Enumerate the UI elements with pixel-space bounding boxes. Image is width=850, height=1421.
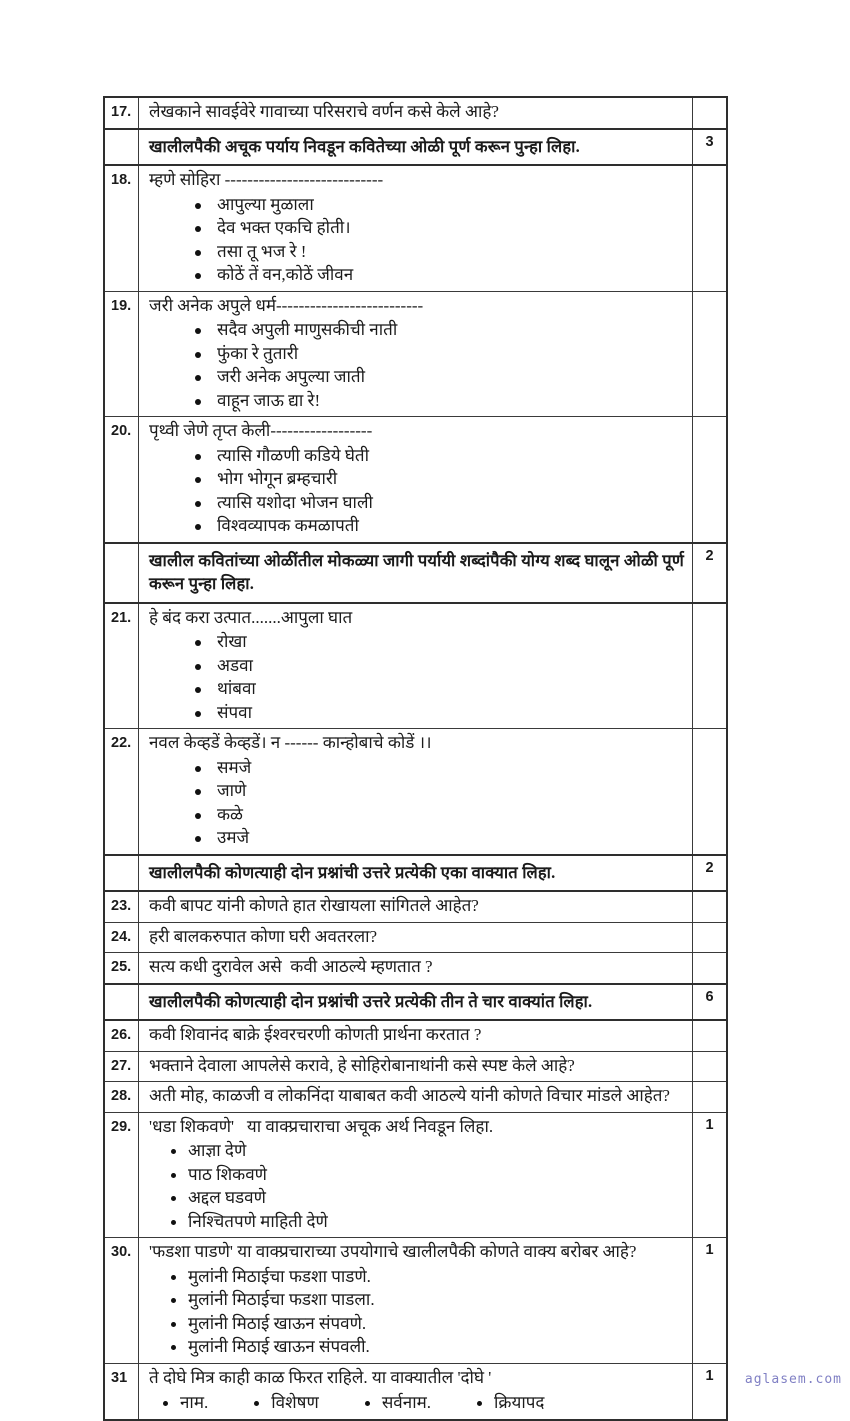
option-item <box>195 216 684 240</box>
question-number <box>105 985 139 1020</box>
question-text: ते दोघे मित्र काही काळ फिरत राहिले. या वाक्यातील 'दोघे ' <box>149 1367 492 1387</box>
option-item <box>195 467 684 491</box>
bullet-icon <box>195 328 201 334</box>
option-list <box>149 1139 684 1233</box>
bullet-icon <box>195 813 201 819</box>
option-item <box>195 193 684 217</box>
option-item <box>195 826 684 850</box>
watermark: aglasem.com <box>744 1372 842 1387</box>
bullet-icon <box>195 454 201 460</box>
question-content <box>139 1082 692 1112</box>
option-item <box>195 491 684 515</box>
question-table <box>103 96 728 1421</box>
question-number: 24. <box>105 923 139 953</box>
question-number: 28. <box>105 1082 139 1112</box>
question-number: 29. <box>105 1113 139 1238</box>
question-row <box>105 164 726 291</box>
option-text: मुलांनी मिठाईचा फडशा पाडणे. <box>188 1266 371 1286</box>
option-text: फुंका रे तुतारी <box>217 343 299 363</box>
question-text: सत्य कधी दुरावेल असे कवी आठल्ये म्हणतात ? <box>149 957 433 976</box>
option-list <box>149 193 684 287</box>
question-number: 19. <box>105 292 139 417</box>
option-text: जरी अनेक अपुल्या जाती <box>217 367 365 386</box>
question-number <box>105 856 139 891</box>
option-item <box>195 240 684 264</box>
option-text: पाठ शिकवणे <box>188 1164 267 1184</box>
question-number: 23. <box>105 892 139 922</box>
bullet-icon <box>195 273 201 279</box>
option-list <box>149 756 684 850</box>
inline-option-list <box>149 1391 684 1415</box>
bullet-icon <box>171 1220 176 1225</box>
question-row <box>105 1112 726 1238</box>
question-content <box>139 1021 692 1051</box>
option-text: त्यासि गौळणी कडिये घेती <box>217 445 369 465</box>
bullet-icon <box>171 1275 176 1280</box>
instruction-row <box>105 983 726 1020</box>
question-number: 30. <box>105 1238 139 1363</box>
question-number: 25. <box>105 953 139 983</box>
question-text: कवी बापट यांनी कोणते हात रोखायला सांगितले आहेत? <box>149 896 479 915</box>
option-text: अडवा <box>217 655 253 675</box>
option-item <box>195 654 684 678</box>
option-text: रोखा <box>217 632 247 651</box>
question-content <box>139 130 692 165</box>
question-content <box>139 1238 692 1363</box>
marks-cell: 2 <box>692 544 726 602</box>
question-number: 20. <box>105 417 139 542</box>
question-row <box>105 1363 726 1419</box>
marks-cell <box>692 1052 726 1082</box>
question-number: 27. <box>105 1052 139 1082</box>
option-item <box>195 779 684 803</box>
question-row <box>105 890 726 922</box>
option-text: मुलांनी मिठाई खाऊन संपवली. <box>188 1337 370 1356</box>
marks-cell <box>692 417 726 542</box>
option-item <box>195 803 684 827</box>
question-row <box>105 952 726 983</box>
option-text: मुलांनी मिठाई खाऊन संपवणे. <box>188 1313 367 1333</box>
instruction-row <box>105 542 726 602</box>
question-content <box>139 604 692 729</box>
option-item <box>171 1288 684 1312</box>
bullet-icon <box>195 352 201 358</box>
option-item <box>171 1210 684 1234</box>
question-text: पृथ्वी जेणे तृप्त केली------------------ <box>149 421 373 440</box>
bullet-icon <box>195 399 201 405</box>
question-content <box>139 544 692 602</box>
question-content <box>139 985 692 1020</box>
marks-cell <box>692 1021 726 1051</box>
option-text: वाहून जाऊ द्या रे! <box>217 390 321 410</box>
question-text: म्हणे सोहिरा ---------------------------- <box>149 170 384 189</box>
option-item <box>195 677 684 701</box>
instruction-text: खालील कवितांच्या ओळींतील मोकळ्या जागी पर्यायी शब्दांपैकी योग्य शब्द घालून ओळी पूर्ण करून पुन्हा लिहा. <box>149 550 689 593</box>
question-row <box>105 98 726 128</box>
instruction-text: खालीलपैकी अचूक पर्याय निवडून कवितेच्या ओळी पूर्ण करून पुन्हा लिहा. <box>149 136 580 156</box>
question-text: नवल केव्हडें केव्हडें। न ------ कान्होबाचे कोडें ।। <box>149 733 432 752</box>
marks-cell <box>692 292 726 417</box>
question-content <box>139 953 692 983</box>
option-text: आपुल्या मुळाला <box>217 194 314 214</box>
bullet-icon <box>195 477 201 483</box>
option-item <box>195 514 684 538</box>
question-content <box>139 892 692 922</box>
option-list <box>149 444 684 538</box>
question-number <box>105 130 139 165</box>
option-text: उमजे <box>217 828 250 847</box>
question-row <box>105 291 726 417</box>
option-item <box>254 1391 319 1415</box>
question-row <box>105 602 726 729</box>
bullet-icon <box>195 836 201 842</box>
option-item <box>195 365 684 389</box>
option-item <box>195 318 684 342</box>
option-item <box>195 342 684 366</box>
bullet-icon <box>195 766 201 772</box>
bullet-icon <box>195 711 201 717</box>
bullet-icon <box>171 1149 176 1154</box>
question-row <box>105 728 726 854</box>
option-item <box>171 1163 684 1187</box>
option-text: तसा तू भज रे ! <box>217 241 307 261</box>
instruction-text: खालीलपैकी कोणत्याही दोन प्रश्नांची उत्तरे प्रत्येकी एका वाक्यात लिहा. <box>149 862 556 882</box>
question-row <box>105 1019 726 1051</box>
option-text: जाणे <box>217 781 247 800</box>
question-row <box>105 1237 726 1363</box>
option-text: सर्वनाम. <box>381 1393 432 1412</box>
bullet-icon <box>171 1322 176 1327</box>
option-item <box>171 1186 684 1210</box>
option-item <box>171 1335 684 1359</box>
marks-cell <box>692 1082 726 1112</box>
option-text: नाम. <box>180 1393 209 1412</box>
marks-cell: 1 <box>692 1238 726 1363</box>
option-item <box>195 444 684 468</box>
option-item <box>195 756 684 780</box>
question-number: 26. <box>105 1021 139 1051</box>
bullet-icon <box>195 789 201 795</box>
option-item <box>171 1312 684 1336</box>
bullet-icon <box>195 664 201 670</box>
option-text: कोठें तें वन,कोठें जीवन <box>217 265 354 284</box>
question-text: लेखकाने सावईवेरे गावाच्या परिसराचे वर्णन कसे केले आहे? <box>149 102 499 121</box>
marks-cell: 1 <box>692 1113 726 1238</box>
option-item <box>195 630 684 654</box>
option-text: थांबवा <box>217 679 256 698</box>
question-row <box>105 1051 726 1082</box>
question-content <box>139 166 692 291</box>
option-item <box>477 1391 544 1415</box>
question-number: 21. <box>105 604 139 729</box>
bullet-icon <box>195 250 201 256</box>
bullet-icon <box>195 524 201 530</box>
marks-cell <box>692 953 726 983</box>
marks-cell <box>692 729 726 854</box>
question-content <box>139 1364 692 1419</box>
option-text: अद्दल घडवणे <box>188 1188 266 1207</box>
bullet-icon <box>195 501 201 507</box>
bullet-icon <box>171 1173 176 1178</box>
option-item <box>195 389 684 413</box>
question-number: 18. <box>105 166 139 291</box>
option-text: क्रियापद <box>494 1393 545 1412</box>
question-content <box>139 856 692 891</box>
marks-cell <box>692 98 726 128</box>
option-item <box>171 1265 684 1289</box>
question-text: हरी बालकरुपात कोणा घरी अवतरला? <box>149 926 378 946</box>
instruction-row <box>105 854 726 891</box>
marks-cell: 2 <box>692 856 726 891</box>
option-text: त्यासि यशोदा भोजन घाली <box>217 492 373 512</box>
question-text: 'फडशा पाडणे' या वाक्प्रचाराच्या उपयोगाचे खालीलपैकी कोणते वाक्य बरोबर आहे? <box>149 1242 637 1261</box>
bullet-icon <box>365 1401 370 1406</box>
option-text: भोग भोगून ब्रम्हचारी <box>217 469 338 488</box>
bullet-icon <box>254 1401 259 1406</box>
question-text: अती मोह, काळजी व लोकनिंदा याबाबत कवी आठल्ये यांनी कोणते विचार मांडले आहेत? <box>149 1086 670 1105</box>
option-text: समजे <box>217 757 252 777</box>
option-item <box>365 1391 431 1415</box>
question-content <box>139 417 692 542</box>
option-text: कळे <box>217 804 243 824</box>
bullet-icon <box>195 226 201 232</box>
option-item <box>171 1139 684 1163</box>
marks-cell <box>692 892 726 922</box>
question-row <box>105 922 726 953</box>
option-text: विशेषण <box>271 1393 319 1412</box>
question-number <box>105 544 139 602</box>
option-text: मुलांनी मिठाईचा फडशा पाडला. <box>188 1290 375 1309</box>
question-text: जरी अनेक अपुले धर्म-------------------------- <box>149 295 424 315</box>
bullet-icon <box>195 640 201 646</box>
question-content <box>139 1052 692 1082</box>
option-text: संपवा <box>217 702 253 722</box>
question-row <box>105 416 726 542</box>
bullet-icon <box>163 1401 168 1406</box>
bullet-icon <box>171 1345 176 1350</box>
option-item <box>163 1391 208 1415</box>
bullet-icon <box>171 1196 176 1201</box>
option-list <box>149 630 684 724</box>
question-text: भक्ताने देवाला आपलेसे करावे, हे सोहिरोबानाथांनी कसे स्पष्ट केले आहे? <box>149 1055 575 1075</box>
bullet-icon <box>195 203 201 209</box>
option-item <box>195 701 684 725</box>
question-content <box>139 292 692 417</box>
marks-cell: 3 <box>692 130 726 165</box>
option-item <box>195 263 684 287</box>
question-text: 'धडा शिकवणे' या वाक्प्रचाराचा अचूक अर्थ निवडून लिहा. <box>149 1116 494 1136</box>
marks-cell <box>692 604 726 729</box>
bullet-icon <box>171 1298 176 1303</box>
marks-cell: 6 <box>692 985 726 1020</box>
question-content <box>139 923 692 953</box>
option-text: देव भक्त एकचि होती। <box>217 218 351 237</box>
instruction-row <box>105 128 726 165</box>
question-text: हे बंद करा उत्पात.......आपुला घात <box>149 607 353 627</box>
question-number: 31 <box>105 1364 139 1419</box>
option-text: निश्चितपणे माहिती देणे <box>188 1211 328 1231</box>
marks-cell <box>692 166 726 291</box>
marks-cell <box>692 923 726 953</box>
question-content <box>139 98 692 128</box>
question-row <box>105 1081 726 1112</box>
bullet-icon <box>195 687 201 693</box>
option-text: विश्वव्यापक कमळापती <box>217 516 359 535</box>
option-text: आज्ञा देणे <box>188 1141 247 1160</box>
option-list <box>149 1265 684 1359</box>
question-text: कवी शिवानंद बाक्रे ईश्वरचरणी कोणती प्रार्थना करतात ? <box>149 1025 482 1044</box>
bullet-icon <box>195 375 201 381</box>
marks-cell: 1 <box>692 1364 726 1419</box>
question-content <box>139 1113 692 1238</box>
bullet-icon <box>477 1401 482 1406</box>
option-text: सदैव अपुली माणुसकीची नाती <box>217 320 398 339</box>
question-number: 22. <box>105 729 139 854</box>
option-list <box>149 318 684 412</box>
instruction-text: खालीलपैकी कोणत्याही दोन प्रश्नांची उत्तरे प्रत्येकी तीन ते चार वाक्यांत लिहा. <box>149 991 593 1011</box>
question-content <box>139 729 692 854</box>
question-number: 17. <box>105 98 139 128</box>
